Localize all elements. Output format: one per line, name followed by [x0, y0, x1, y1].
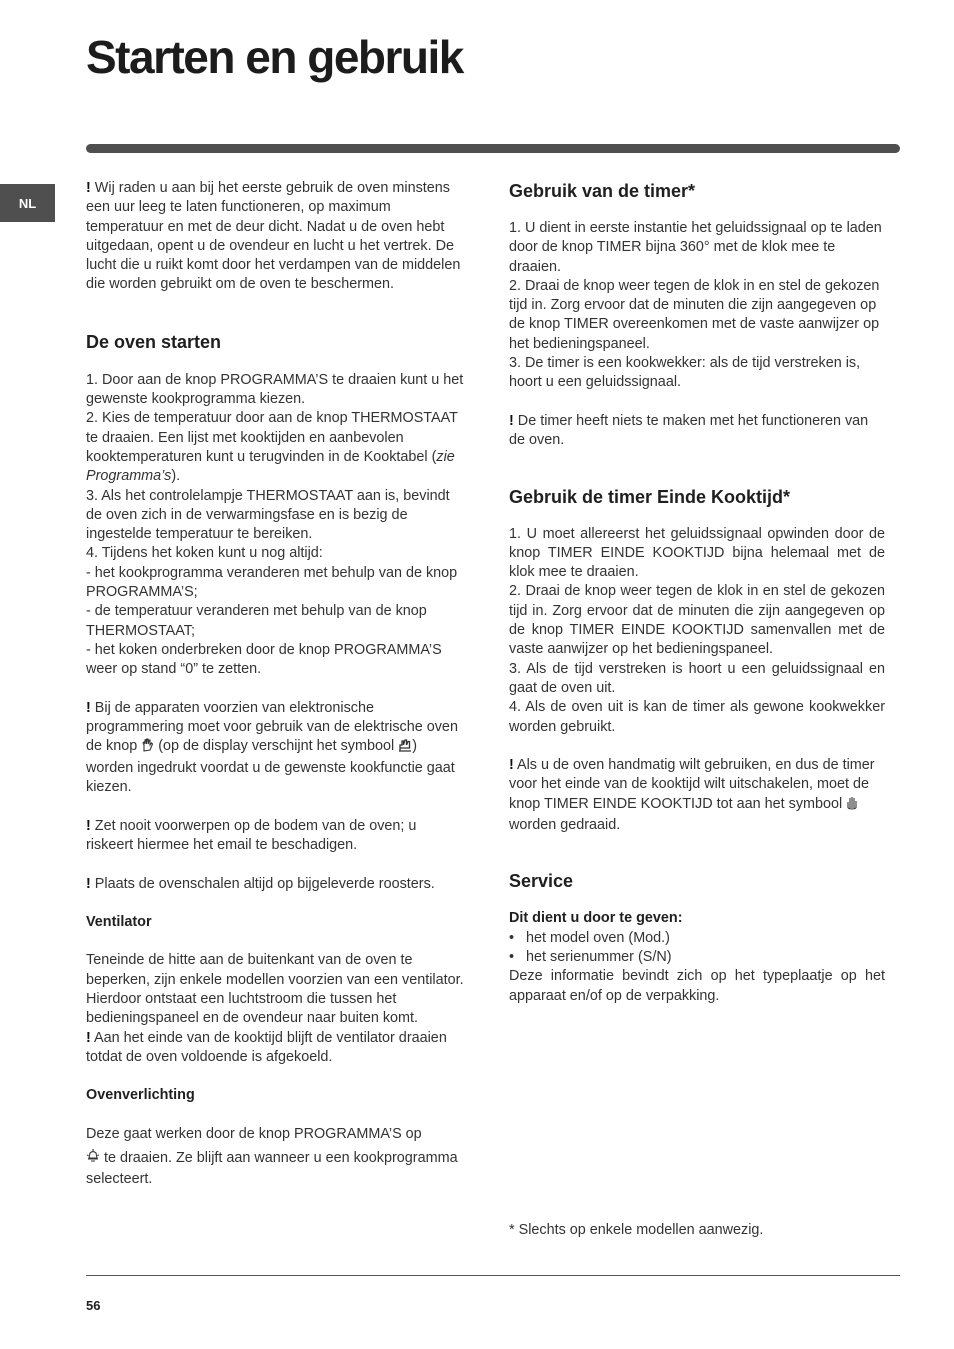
- step-4: 4. Tijdens het koken kunt u nog altijd:: [86, 545, 323, 562]
- end-step-2: 2. Draai de knop weer tegen de klok in en stel de gekozen tijd in. Zorg ervoor dat de minuten die zijn aangegeven op de knop TIMER EINDE KOOKTIJD samenvallen met de vaste aanwijzer op het bedieningspaneel.: [509, 583, 885, 658]
- end-step-3: 3. Als de tijd verstreken is hoort u een geluidssignaal en gaat de oven uit.: [509, 660, 885, 696]
- step-4-option-b: - de temperatuur veranderen met behulp van de knop THERMOSTAAT;: [86, 603, 427, 639]
- ventilator-note: ! Aan het einde van de kooktijd blijft de ventilator draaien totdat de oven voldoende is afgekoeld.: [86, 1029, 447, 1065]
- end-step-1: 1. U moet allereerst het geluidssignaal opwinden door de knop TIMER EINDE KOOKTIJD bijna helemaal met de klok mee te draaien.: [509, 525, 885, 581]
- note-bottom: ! Zet nooit voorwerpen op de bodem van de oven; u riskeert hiermee het email te beschadigen.: [86, 817, 417, 853]
- language-tab: NL: [0, 184, 55, 222]
- lamp-icon: [86, 1148, 100, 1170]
- step-2: 2. Kies de temperatuur door aan de knop THERMOSTAAT te draaien. Een lijst met kooktijden en aanbevolen kooktemperaturen kunt u terugvinden in de Kooktabel (zie Programma’s).: [86, 410, 458, 485]
- note-electronic-programming: ! Bij de apparaten voorzien van elektronische programmering moet voor gebruik van de elektrische oven de knop (op de display verschijnt het symbool ) worden ingedrukt voordat u de gewenste kookfunctie gaat kiezen.: [86, 699, 458, 796]
- left-column: [86, 179, 466, 1190]
- step-1: 1. Door aan de knop PROGRAMMA’S te draaien kunt u het gewenste kookprogramma kiezen.: [86, 371, 464, 408]
- note-racks: ! Plaats de ovenschalen altijd op bijgeleverde roosters.: [86, 875, 435, 892]
- section-heading-end-timer: Gebruik de timer Einde Kooktijd*: [509, 486, 791, 507]
- oven-light-text-2: te draaien. Ze blijft aan wanneer u een kookprogramma selecteert.: [86, 1150, 458, 1188]
- section-heading-start: De oven starten: [86, 331, 222, 352]
- end-timer-note: ! Als u de oven handmatig wilt gebruiken, en dus de timer voor het einde van de kooktijd wilt uitschakelen, moet de knop TIMER EINDE KOOKTIJD tot aan het symbool worden gedraaid.: [509, 757, 875, 834]
- timer-step-2: 2. Draai de knop weer tegen de klok in en stel de gekozen tijd in. Zorg ervoor dat de minuten die zijn aangegeven op de knop TIMER overeenkomen met de vaste aanwijzer op het bedieningspaneel.: [509, 277, 880, 352]
- timer-step-3: 3. De timer is een kookwekker: als de tijd verstreken is, hoort u een geluidssignaal.: [509, 355, 861, 391]
- oven-light-text-1: Deze gaat werken door de knop PROGRAMMA’S op: [86, 1125, 422, 1142]
- list-item: • het serienummer (S/N): [509, 948, 672, 965]
- service-subheading: Dit dient u door te geven:: [509, 910, 683, 927]
- step-4-option-a: - het kookprogramma veranderen met behulp van de knop PROGRAMMA’S;: [86, 564, 458, 601]
- section-heading-service: Service: [509, 871, 574, 892]
- page-title: Starten en gebruik: [86, 31, 463, 83]
- footnote: * Slechts op enkele modellen aanwezig.: [509, 1222, 764, 1238]
- display-hand-icon: [398, 738, 412, 758]
- footer-rule: [86, 1275, 900, 1276]
- step-3: 3. Als het controlelampje THERMOSTAAT aan is, bevindt de oven zich in de verwarmingsfase en is bezig de ingestelde temperatuur te bereiken.: [86, 487, 450, 543]
- step-4-option-c: - het koken onderbreken door de knop PROGRAMMA’S weer op stand “0” te zetten.: [86, 641, 442, 678]
- service-text: Deze informatie bevindt zich op het typeplaatje op het apparaat en/of op de verpakking.: [509, 968, 885, 1004]
- timer-step-1: 1. U dient in eerste instantie het geluidssignaal op te laden door de knop TIMER bijna 360° met de klok mee te draaien.: [509, 220, 882, 275]
- page-number: 56: [86, 1298, 101, 1313]
- end-step-4: 4. Als de oven uit is kan de timer als gewone kookwekker worden gebruikt.: [509, 699, 885, 735]
- header-rule: [86, 144, 900, 153]
- intro-paragraph: ! Wij raden u aan bij het eerste gebruik de oven minstens een uur leeg te laten functioneren, op maximum temperatuur en met de deur dicht. Nadat u de oven hebt uitgedaan, opent u de ovendeur en lucht u het vertrek. De lucht die u ruikt komt door het verdampen van de middelen die worden gebruikt om de oven te beschermen.: [86, 180, 461, 293]
- list-item: • het model oven (Mod.): [509, 929, 670, 946]
- subheading-oven-light: Ovenverlichting: [86, 1087, 195, 1104]
- right-column: [509, 179, 885, 1006]
- ventilator-text: Teneinde de hitte aan de buitenkant van de oven te beperken, zijn enkele modellen voorzien van een ventilator. Hierdoor ontstaat een luchtstroom die tussen het bedieningspaneel en de ovendeur naar buiten komt.: [86, 952, 464, 1027]
- timer-note: ! De timer heeft niets te maken met het functioneren van de oven.: [509, 412, 869, 449]
- section-heading-timer: Gebruik van de timer*: [509, 181, 696, 201]
- bell-hand-icon: [846, 796, 858, 816]
- warning-mark: !: [86, 180, 91, 196]
- subheading-ventilator: Ventilator: [86, 913, 152, 930]
- hand-icon: [141, 738, 154, 758]
